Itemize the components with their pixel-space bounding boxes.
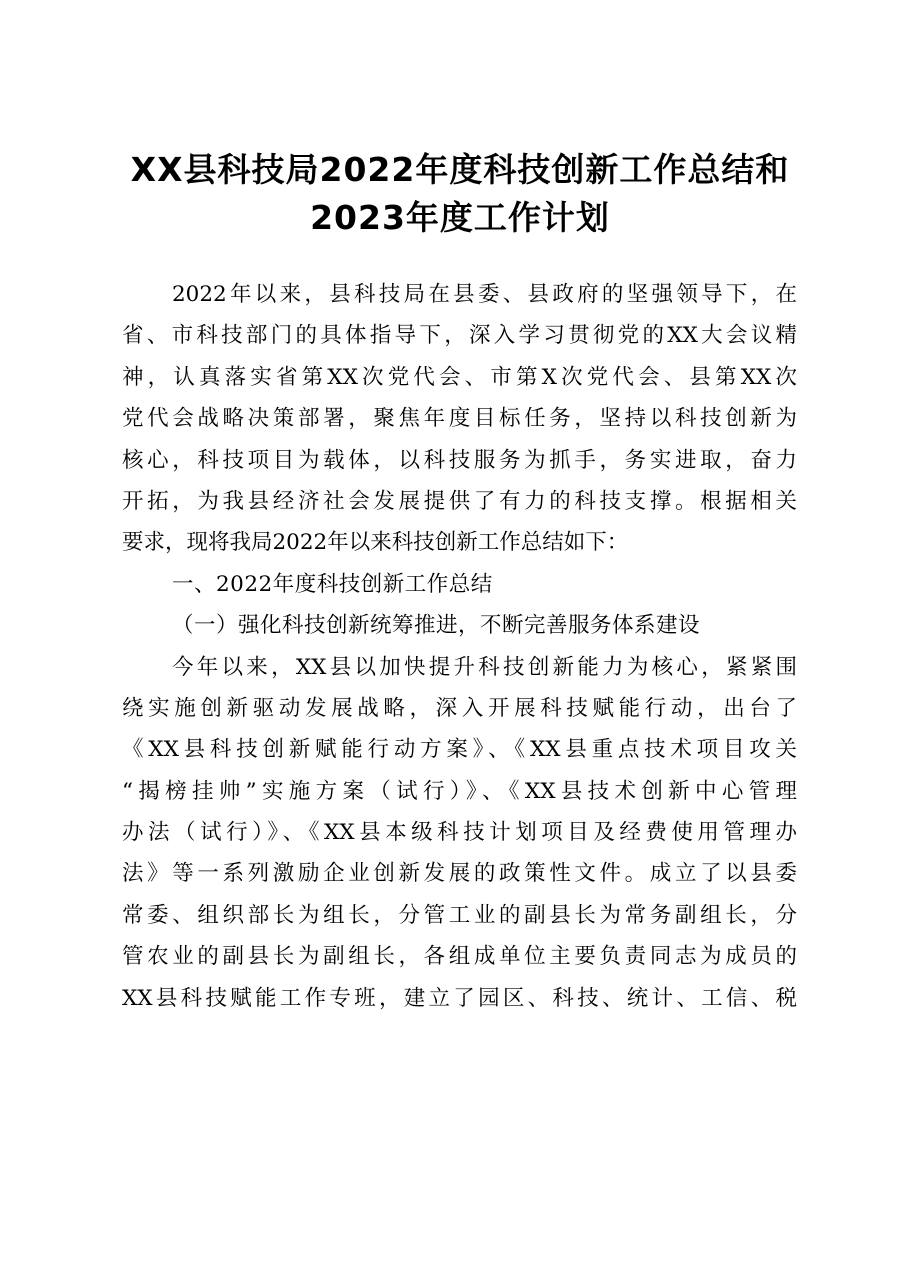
paragraph-2-line: 绕实施创新驱动发展战略，深入开展科技赋能行动，出台了 [122, 695, 797, 721]
subsection-heading: （一）强化科技创新统筹推进，不断完善服务体系建设 [172, 613, 701, 639]
document-title-line-2: 2023年度工作计划 [310, 198, 610, 237]
paragraph-2-line: “揭榜挂帅”实施方案（试行）》、《XX县技术创新中心管理 [122, 778, 797, 804]
paragraph-2-line: 管农业的副县长为副组长，各组成单位主要负责同志为成员的 [122, 944, 797, 970]
section-heading: 一、2022年度科技创新工作总结 [172, 571, 493, 597]
paragraph-2-line: 办法（试行）》、《XX县本级科技计划项目及经费使用管理办 [122, 820, 797, 846]
paragraph-1-line: 党代会战略决策部署，聚焦年度目标任务，坚持以科技创新为 [122, 406, 797, 432]
paragraph-2-line: 常委、组织部长为组长，分管工业的副县长为常务副组长，分 [122, 902, 797, 928]
paragraph-2-line: 《XX县科技创新赋能行动方案》、《XX县重点技术项目攻关 [122, 737, 797, 763]
paragraph-2-line: 今年以来，XX县以加快提升科技创新能力为核心，紧紧围 [172, 654, 797, 680]
paragraph-1-line: 要求，现将我局2022年以来科技创新工作总结如下： [122, 530, 629, 556]
document-body [122, 274, 797, 1019]
paragraph-2-line: XX县科技赋能工作专班，建立了园区、科技、统计、工信、税 [122, 985, 797, 1011]
document-title-line-1: XX县科技局2022年度科技创新工作总结和 [130, 150, 790, 189]
paragraph-1-line: 2022年以来，县科技局在县委、县政府的坚强领导下，在 [172, 282, 797, 307]
paragraph-1-line: 开拓，为我县经济社会发展提供了有力的科技支撑。根据相关 [122, 488, 797, 514]
paragraph-1-line: 核心，科技项目为载体，以科技服务为抓手，务实进取，奋力 [122, 447, 797, 473]
paragraph-1-line: 省、市科技部门的具体指导下，深入学习贯彻党的XX大会议精 [122, 323, 797, 349]
paragraph-2-line: 法》等一系列激励企业创新发展的政策性文件。成立了以县委 [122, 861, 797, 887]
paragraph-1-line: 神，认真落实省第XX次党代会、市第X次党代会、县第XX次 [122, 364, 797, 390]
